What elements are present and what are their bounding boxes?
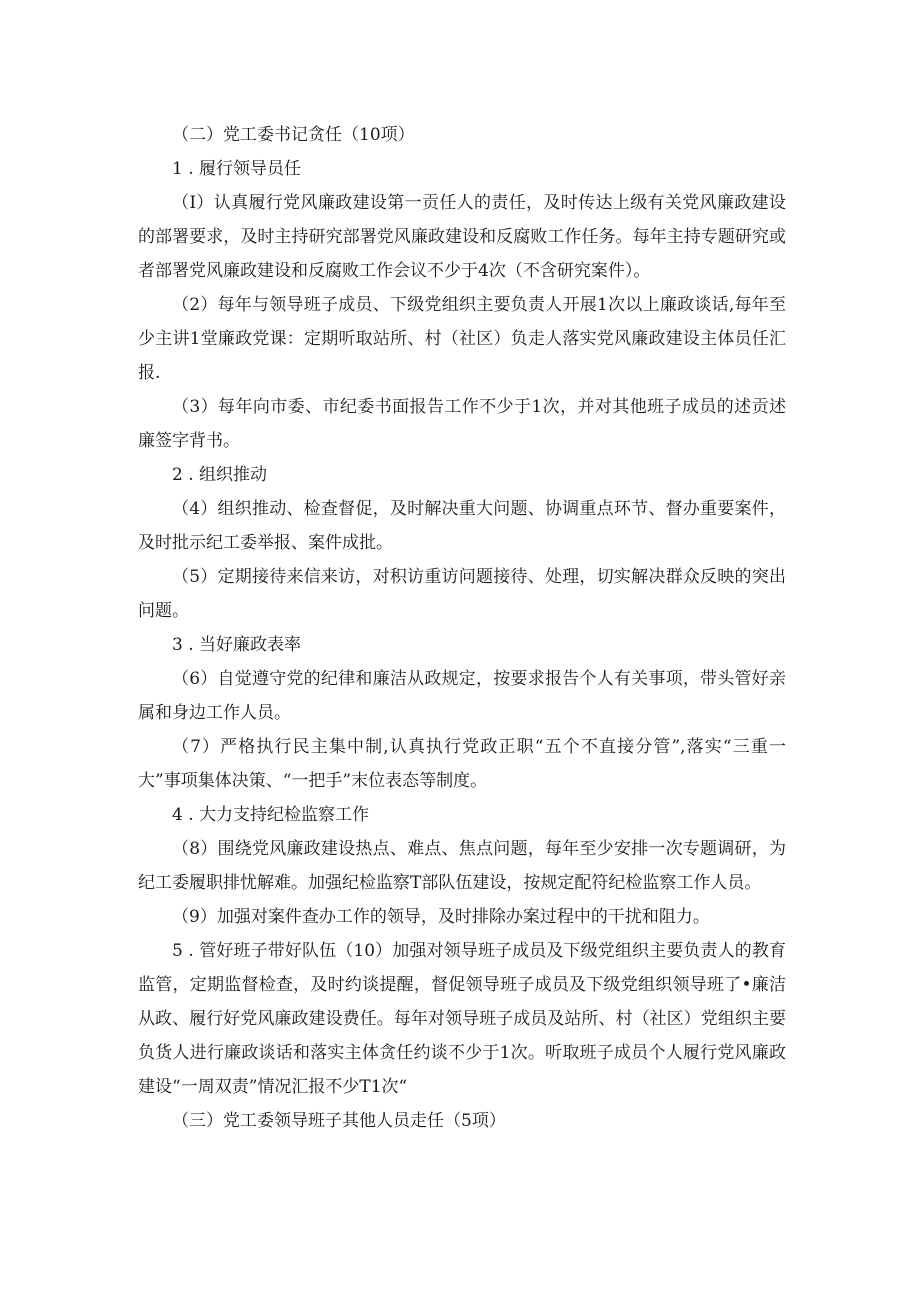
- paragraph: （8）围绕党风廉政建设热点、难点、焦点问题，每年至少安排一次专题调研，为纪工委履职排忧解难。加强纪检监察T部队伍建设，按规定配符纪检监察工作人员。: [138, 839, 786, 893]
- subsection-heading: 3 . 当好廉政表率: [172, 635, 302, 655]
- document-body: [138, 118, 786, 1138]
- paragraph: （I）认真履行党风廉政建设第一贡任人的责任，及时传达上级有关党风廉政建设的部署要求，及时主持研究部署党风廉政建设和反腐败工作任务。每年主持专题研究或者部署党风廉政建设和反腐败工作会议不少于4次（不含研究案件）。: [138, 193, 786, 281]
- subsection-heading: 1 . 履行领导员任: [172, 159, 302, 179]
- subsection-heading: 4 . 大力支持纪检监察工作: [172, 805, 370, 825]
- paragraph: （3）每年向市委、市纪委书面报告工作不少于1次，并对其他班子成员的述贡述廉签字背书。: [138, 397, 786, 451]
- paragraph: （7）严格执行民主集中制,认真执行党政正职“五个不直接分管”,落实“三重一大”事项集体决策、“一把手”末位表态等制度。: [138, 737, 786, 791]
- paragraph: （2）每年与领导班子成员、下级党组织主要负责人开展1次以上廉政谈话,每年至少主讲1堂廉政党课：定期听取站所、村（社区）负走人落实党风廉政建设主体员任汇报.: [138, 295, 786, 383]
- section-heading: （三）党工委领导班子其他人员走任（5项）: [172, 1111, 506, 1131]
- section-heading: （二）党工委书记贪任（10项）: [172, 125, 415, 145]
- paragraph: （9）加强对案件查办工作的领导，及时排除办案过程中的干扰和阻力。: [172, 907, 710, 927]
- paragraph: 5 . 管好班子带好队伍（10）加强对领导班子成员及下级党组织主要负责人的教育监管，定期监督检查，及时约谈提醒，督促领导班子成员及下级党组织领导班了•廉洁从政、履行好党风廉政建设费任。每年对领导班子成员及站所、村（社区）党组织主要负货人进行廉政谈话和落实主体贪任约谈不少于1次。听取班子成员个人履行党风廉政建设“一周双责”情况汇报不少T1次“: [138, 941, 786, 1097]
- paragraph: （4）组织推动、检查督促，及时解决重大问题、协调重点环节、督办重要案件，及时批示纪工委举报、案件成批。: [138, 499, 786, 553]
- paragraph: （5）定期接待来信来访，对积访重访问题接待、处理，切实解决群众反映的突出问题。: [138, 567, 786, 621]
- subsection-heading: 2 . 组织推动: [172, 465, 268, 485]
- paragraph: （6）自觉遵守党的纪律和廉洁从政规定，按要求报告个人有关事项，带头管好亲属和身边工作人员。: [138, 669, 786, 723]
